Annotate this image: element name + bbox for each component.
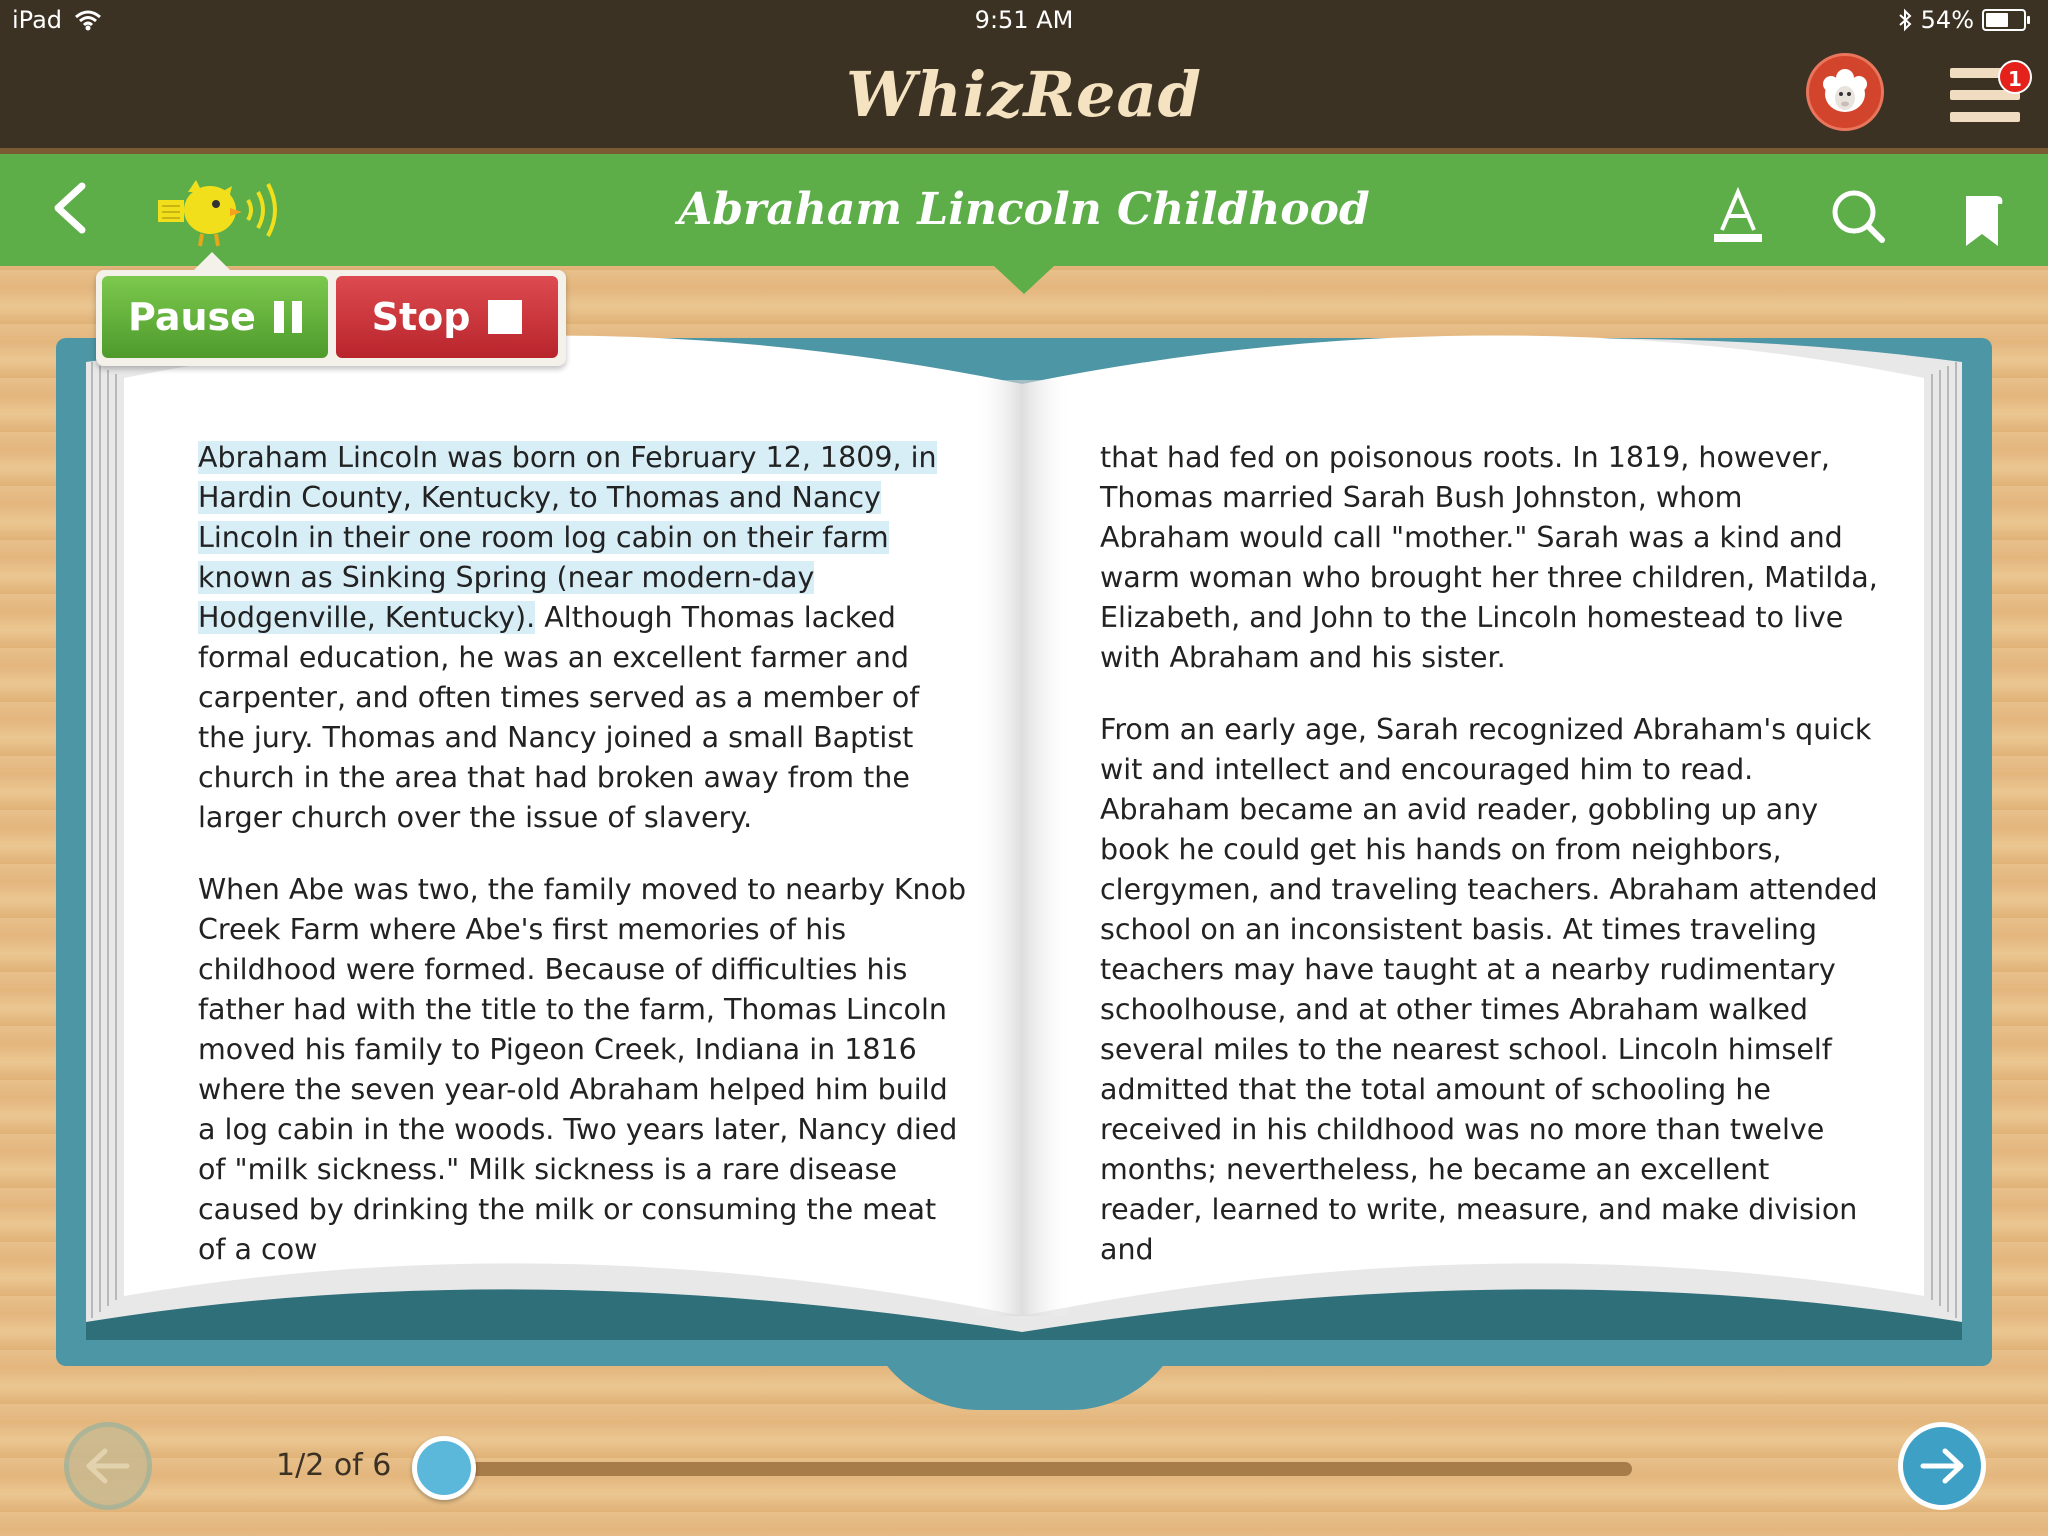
read-aloud-highlight: Hodgenville, Kentucky).	[198, 601, 536, 634]
page-progress-track[interactable]	[440, 1462, 1632, 1476]
stop-button[interactable]	[336, 276, 558, 358]
app-logo: WhizRead	[846, 58, 1202, 131]
audio-controls	[96, 270, 566, 366]
paragraph: When Abe was two, the family moved to nearby Knob Creek Farm where Abe's first memories of his childhood were formed. Because of difficulties his father had with the title to the farm, Thomas Lincoln moved his family to Pigeon Creek, Indiana in 1816 where the seven year-old Abraham helped him build a log cabin in the woods. Two years later, Nancy died of "milk sickness." Milk sickness is a rare disease caused by drinking the milk or consuming the meat of a cow	[198, 873, 967, 1266]
notification-badge: 1	[1998, 60, 2032, 94]
pause-icon	[274, 301, 302, 333]
stop-icon	[488, 300, 522, 334]
page-progress-thumb[interactable]	[412, 1436, 476, 1500]
previous-page-button[interactable]	[64, 1422, 152, 1510]
read-aloud-highlight: Lincoln in their one room log cabin on their farm	[198, 521, 889, 554]
paragraph	[198, 438, 968, 838]
left-page-text	[198, 438, 968, 1302]
read-aloud-highlight: Hardin County, Kentucky, to Thomas and Nancy	[198, 481, 881, 514]
book-title: Abraham Lincoln Childhood	[678, 184, 1370, 235]
pause-label: Pause	[128, 295, 256, 339]
read-aloud-highlight: known as Sinking Spring (near modern-day	[198, 561, 815, 594]
arrow-right-icon	[1903, 1427, 1981, 1505]
device-name: iPad	[12, 6, 63, 34]
stop-label: Stop	[371, 295, 471, 339]
next-page-button[interactable]	[1898, 1422, 1986, 1510]
right-page-text	[1100, 438, 1880, 1302]
paragraph-text: Although Thomas lacked formal education, he was an excellent farmer and carpenter, and often times served as a member of the jury. Thomas and Nancy joined a small Baptist church in the area that had broken away from the larger church over the issue of slavery.	[198, 601, 920, 834]
pause-button[interactable]	[102, 276, 328, 358]
arrow-left-icon	[69, 1427, 147, 1505]
paragraph: that had fed on poisonous roots. In 1819, however, Thomas married Sarah Bush Johnston, whom Abraham would call "mother." Sarah was a kind and warm woman who brought her three children, Matilda, Elizabeth, and John to the Lincoln homestead to live with Abraham and his sister.	[1100, 441, 1878, 674]
read-aloud-highlight: Abraham Lincoln was born on February 12, 1809, in	[198, 441, 937, 474]
status-time: 9:51 AM	[974, 6, 1074, 34]
page-indicator: 1/2 of 6	[276, 1448, 392, 1483]
paragraph: From an early age, Sarah recognized Abraham's quick wit and intellect and encouraged him to read. Abraham became an avid reader, gobbling up any book he could get his hands on from neighbors, clergymen, and traveling teachers. Abraham attended school on an inconsistent basis. At times traveling teachers may have taught at a nearby rudimentary schoolhouse, and at other times Abraham walked several miles to the nearest school. Lincoln himself admitted that the total amount of schooling he received in his childhood was no more than twelve months; nevertheless, he became an excellent reader, learned to write, measure, and make division and	[1100, 713, 1878, 1266]
book-spine-shadow	[972, 380, 1072, 1316]
battery-percent: 54%	[1920, 6, 1974, 34]
